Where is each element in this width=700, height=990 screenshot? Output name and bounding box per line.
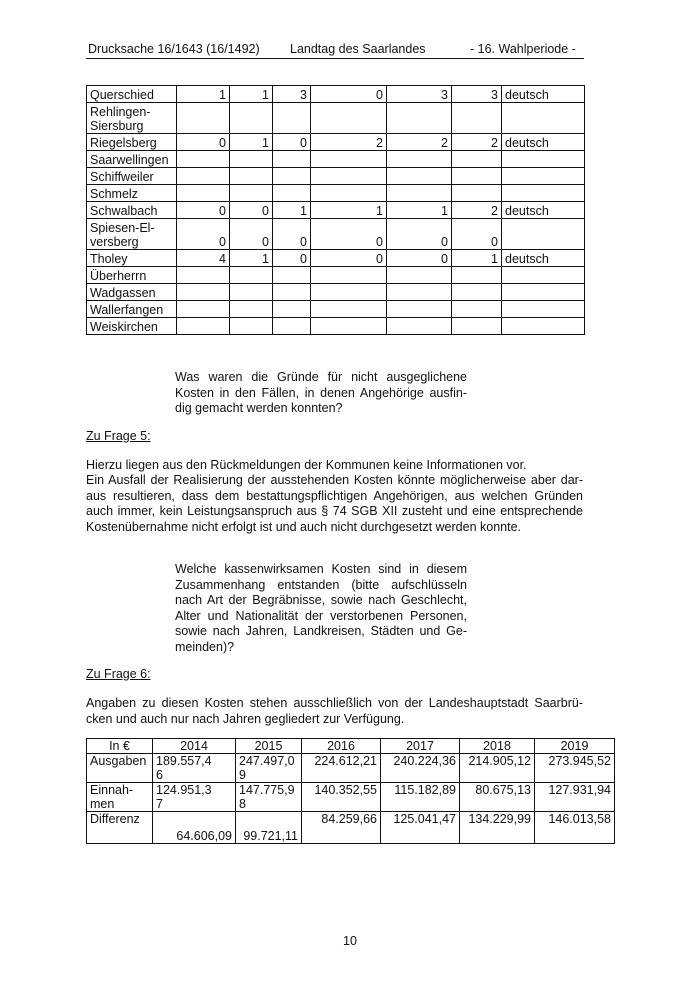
count-cell: 0: [311, 250, 387, 267]
amount-cell: 84.259,66: [302, 812, 381, 844]
column-header: 2014: [153, 739, 236, 754]
count-cell: [177, 301, 230, 318]
count-cell: [273, 185, 311, 202]
column-header: In €: [87, 739, 153, 754]
table-row: [87, 318, 585, 335]
count-cell: [230, 103, 273, 134]
count-cell: [387, 301, 452, 318]
municipality-name: Spiesen-El- versberg: [87, 219, 177, 250]
count-cell: [273, 103, 311, 134]
table-row: [87, 301, 585, 318]
municipality-name: Rehlingen- Siersburg: [87, 103, 177, 134]
municipality-name: Wallerfangen: [87, 301, 177, 318]
count-cell: [311, 318, 387, 335]
amount-cell: 115.182,89: [381, 783, 460, 812]
amount-cell: 125.041,47: [381, 812, 460, 844]
count-cell: [230, 151, 273, 168]
cost-table: [86, 738, 615, 844]
count-cell: [273, 284, 311, 301]
count-cell: 0: [311, 86, 387, 103]
count-cell: 0: [230, 202, 273, 219]
amount-cell: 146.013,58: [535, 812, 615, 844]
count-cell: [273, 318, 311, 335]
municipality-table: [86, 85, 585, 335]
count-cell: [387, 284, 452, 301]
count-cell: 0: [387, 250, 452, 267]
municipality-name: Wadgassen: [87, 284, 177, 301]
count-cell: [387, 318, 452, 335]
table-row: [87, 202, 585, 219]
count-cell: [452, 185, 502, 202]
nationality-cell: [502, 168, 585, 185]
count-cell: [273, 151, 311, 168]
count-cell: 3: [387, 86, 452, 103]
nationality-cell: [502, 151, 585, 168]
column-header: 2017: [381, 739, 460, 754]
row-label: Einnah- men: [87, 783, 153, 812]
column-header: 2015: [236, 739, 302, 754]
count-cell: 1: [311, 202, 387, 219]
count-cell: 1: [177, 86, 230, 103]
amount-cell: 147.775,9 8: [236, 783, 302, 812]
count-cell: [311, 185, 387, 202]
amount-cell: 64.606,09: [153, 812, 236, 844]
page-number: 10: [343, 934, 357, 948]
amount-cell: 224.612,21: [302, 754, 381, 783]
count-cell: [230, 185, 273, 202]
municipality-name: Saarwellingen: [87, 151, 177, 168]
count-cell: [452, 103, 502, 134]
count-cell: 0: [273, 219, 311, 250]
count-cell: [177, 151, 230, 168]
municipality-name: Schwalbach: [87, 202, 177, 219]
count-cell: 3: [452, 86, 502, 103]
count-cell: 0: [273, 134, 311, 151]
count-cell: [273, 267, 311, 284]
count-cell: 1: [230, 86, 273, 103]
count-cell: 0: [230, 219, 273, 250]
count-cell: [311, 301, 387, 318]
count-cell: [387, 103, 452, 134]
municipality-name: Weiskirchen: [87, 318, 177, 335]
answer-6: Angaben zu diesen Kosten stehen ausschließlich von der Landeshauptstadt Saarbrü-cken und auch nur nach Jahren gegliedert zur Verfügung.: [86, 696, 583, 726]
count-cell: [452, 151, 502, 168]
answer-5-body: Ein Ausfall der Realisierung der ausstehenden Kosten könnte möglicherweise aber dar-aus resultieren, dass dem bestattungspflichtigen Angehörigen, aus welchen Gründen auch immer, kein Leistungsanspruch aus § 74 SGB XII zusteht und eine entsprechende Kostenübernahme nicht erfolgt ist und auch nicht durchgesetzt werden konnte.: [86, 473, 583, 534]
nationality-cell: deutsch: [502, 86, 585, 103]
nationality-cell: [502, 267, 585, 284]
nationality-cell: [502, 219, 585, 250]
count-cell: [230, 284, 273, 301]
municipality-name: Überherrn: [87, 267, 177, 284]
table-row: [87, 134, 585, 151]
count-cell: 0: [311, 219, 387, 250]
nationality-cell: deutsch: [502, 202, 585, 219]
column-header: 2016: [302, 739, 381, 754]
table-row: [87, 219, 585, 250]
amount-cell: 247.497,0 9: [236, 754, 302, 783]
count-cell: [273, 301, 311, 318]
amount-cell: 134.229,99: [460, 812, 535, 844]
count-cell: [177, 284, 230, 301]
count-cell: [311, 168, 387, 185]
zu-frage-5-heading: Zu Frage 5:: [86, 429, 151, 443]
column-header: 2019: [535, 739, 615, 754]
amount-cell: 273.945,52: [535, 754, 615, 783]
table-row: [87, 151, 585, 168]
count-cell: 2: [452, 134, 502, 151]
count-cell: [177, 185, 230, 202]
count-cell: [452, 318, 502, 335]
count-cell: [387, 151, 452, 168]
table-row: [87, 267, 585, 284]
header-parliament: Landtag des Saarlandes: [290, 42, 426, 56]
nationality-cell: deutsch: [502, 134, 585, 151]
count-cell: [177, 103, 230, 134]
table-row: [87, 250, 585, 267]
count-cell: 0: [387, 219, 452, 250]
answer-5-intro: Hierzu liegen aus den Rückmeldungen der Kommunen keine Informationen vor.: [86, 458, 527, 472]
count-cell: 1: [273, 202, 311, 219]
count-cell: [452, 267, 502, 284]
count-cell: [452, 168, 502, 185]
count-cell: [311, 284, 387, 301]
count-cell: [177, 318, 230, 335]
count-cell: 4: [177, 250, 230, 267]
count-cell: 1: [230, 250, 273, 267]
count-cell: [387, 267, 452, 284]
count-cell: 1: [387, 202, 452, 219]
header-doc-number: Drucksache 16/1643 (16/1492): [88, 42, 260, 56]
count-cell: 1: [230, 134, 273, 151]
table-row: [87, 185, 585, 202]
count-cell: [311, 151, 387, 168]
header-rule: [86, 58, 584, 59]
count-cell: 0: [273, 250, 311, 267]
count-cell: [273, 168, 311, 185]
question-5: Was waren die Gründe für nicht ausgeglichene Kosten in den Fällen, in denen Angehörige ausfin-dig gemacht werden konnten?: [175, 370, 467, 415]
amount-cell: 124.951,3 7: [153, 783, 236, 812]
amount-cell: 214.905,12: [460, 754, 535, 783]
municipality-name: Querschied: [87, 86, 177, 103]
municipality-name: Schiffweiler: [87, 168, 177, 185]
count-cell: 0: [452, 219, 502, 250]
table-row: [87, 754, 615, 783]
row-label: Ausgaben: [87, 754, 153, 783]
nationality-cell: [502, 301, 585, 318]
table-row: [87, 168, 585, 185]
zu-frage-6-heading: Zu Frage 6:: [86, 667, 151, 681]
nationality-cell: deutsch: [502, 250, 585, 267]
header-period: - 16. Wahlperiode -: [470, 42, 576, 56]
count-cell: 0: [177, 219, 230, 250]
amount-cell: 240.224,36: [381, 754, 460, 783]
count-cell: 2: [311, 134, 387, 151]
count-cell: [177, 168, 230, 185]
count-cell: [177, 267, 230, 284]
table-row: [87, 284, 585, 301]
count-cell: [311, 103, 387, 134]
count-cell: [452, 284, 502, 301]
table-row: [87, 812, 615, 844]
count-cell: 3: [273, 86, 311, 103]
count-cell: [387, 168, 452, 185]
amount-cell: 140.352,55: [302, 783, 381, 812]
amount-cell: 189.557,4 6: [153, 754, 236, 783]
nationality-cell: [502, 318, 585, 335]
question-6: Welche kassenwirksamen Kosten sind in diesem Zusammenhang entstanden (bitte aufschlüsseln nach Art der Begräbnisse, sowie nach Geschlecht, Alter und Nationalität der verstorbenen Personen, sowie nach Jahren, Landkreisen, Städten und Ge-meinden)?: [175, 562, 467, 654]
count-cell: 2: [387, 134, 452, 151]
table-row: [87, 103, 585, 134]
nationality-cell: [502, 103, 585, 134]
count-cell: [230, 301, 273, 318]
municipality-name: Riegelsberg: [87, 134, 177, 151]
amount-cell: 127.931,94: [535, 783, 615, 812]
amount-cell: 99.721,11: [236, 812, 302, 844]
municipality-name: Tholey: [87, 250, 177, 267]
column-header: 2018: [460, 739, 535, 754]
count-cell: 1: [452, 250, 502, 267]
count-cell: [230, 168, 273, 185]
municipality-name: Schmelz: [87, 185, 177, 202]
row-label: Differenz: [87, 812, 153, 844]
nationality-cell: [502, 284, 585, 301]
nationality-cell: [502, 185, 585, 202]
count-cell: 0: [177, 134, 230, 151]
count-cell: 0: [177, 202, 230, 219]
amount-cell: 80.675,13: [460, 783, 535, 812]
count-cell: [230, 267, 273, 284]
count-cell: [230, 318, 273, 335]
count-cell: [311, 267, 387, 284]
count-cell: [452, 301, 502, 318]
count-cell: 2: [452, 202, 502, 219]
table-row: [87, 86, 585, 103]
count-cell: [387, 185, 452, 202]
table-row: [87, 783, 615, 812]
